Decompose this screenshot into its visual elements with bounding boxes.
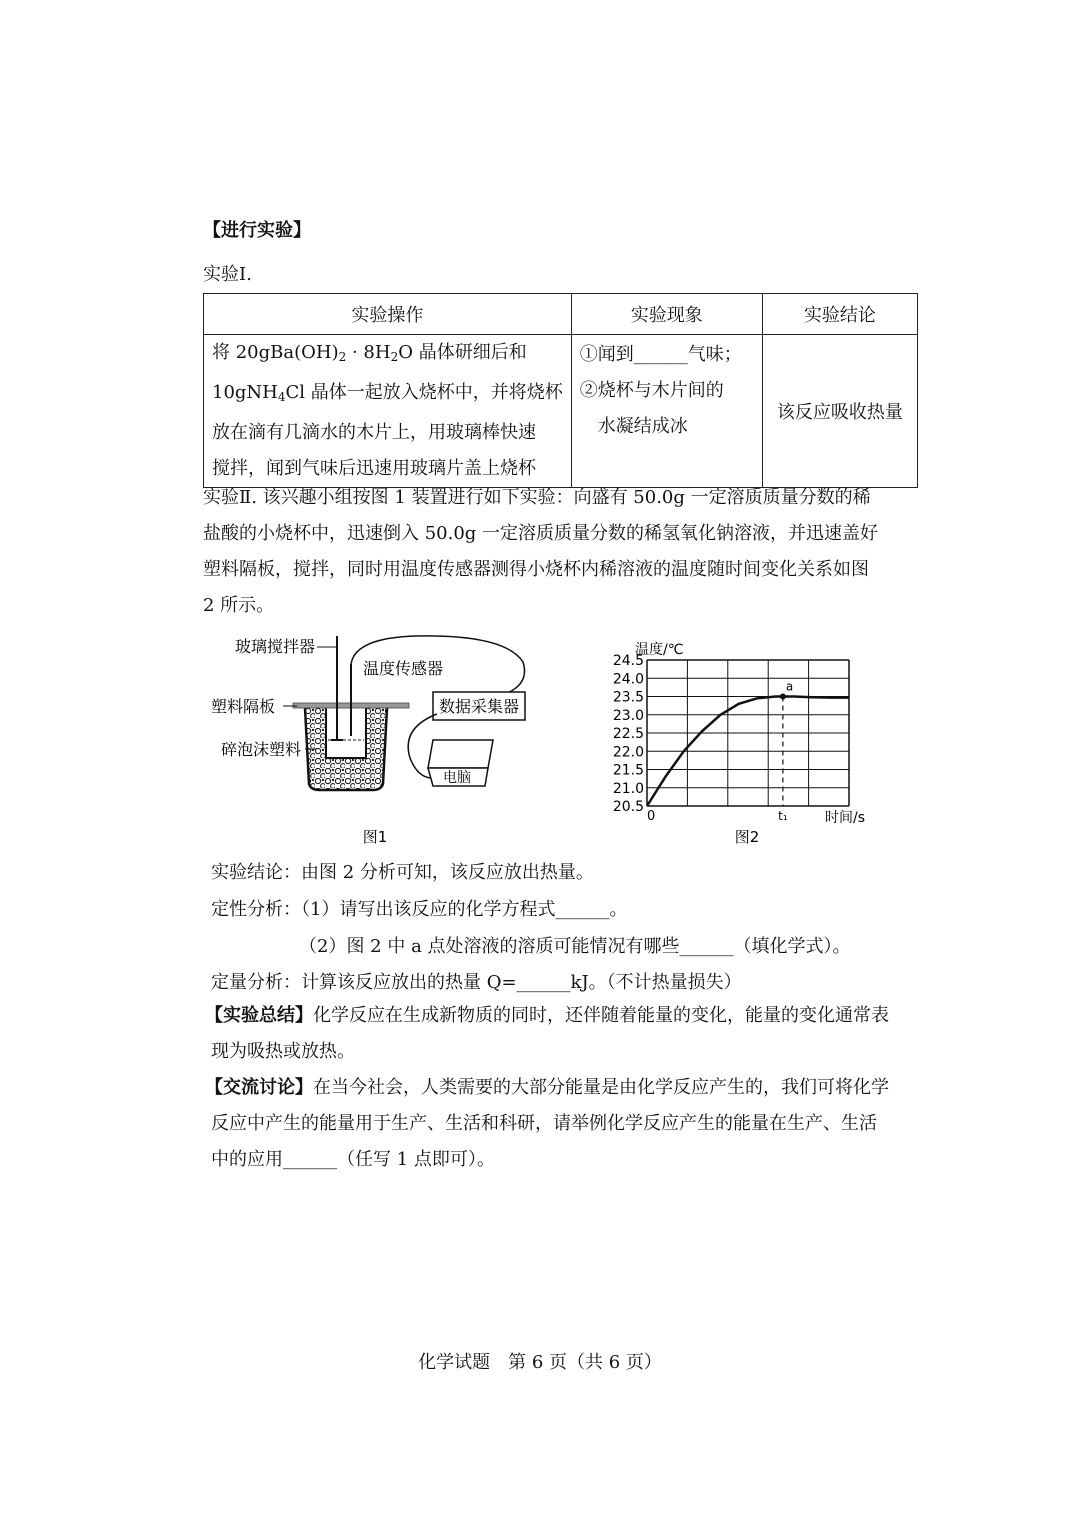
chart-point-a-label: a <box>785 679 794 694</box>
chart-y-tick-label: 24.5 <box>612 653 644 669</box>
figure2-chart <box>605 630 885 852</box>
chart-x-t1-label: t₁ <box>778 809 788 823</box>
computer-screen <box>428 740 493 768</box>
chart-y-tick-label: 22.5 <box>612 726 644 742</box>
inner-beaker <box>326 706 366 758</box>
discussion-paragraph: 【交流讨论】在当今社会，人类需要的大部分能量是由化学反应产生的，我们可将化学 反应中产生的能量用于生产、生活和科研，请举例化学反应产生的能量在生产、生活 中的应用______（任写 1 点即可）。 <box>205 1077 889 1170</box>
summary-label: 【实验总结】 <box>205 1005 313 1026</box>
quantitative-analysis: 定量分析：计算该反应放出的热量 Q=______kJ。（不计热量损失） <box>211 972 742 993</box>
chart-y-tick-label: 24.0 <box>612 671 644 688</box>
svg-text:图1: 图1 <box>362 828 388 846</box>
table-header-phenomenon: 实验现象 <box>571 294 762 335</box>
discussion-label: 【交流讨论】 <box>205 1077 313 1098</box>
qualitative-analysis-2: （2）图 2 中 a 点处溶液的溶质可能情况有哪些______（填化学式）。 <box>299 936 851 957</box>
svg-text:塑料隔板: 塑料隔板 <box>211 697 276 716</box>
figure1-apparatus <box>205 628 545 850</box>
table-cell-operation: 将 $20gBa(OH)_2 \cdot 8H_2O$ 晶体研细后和 10gNH$_4$Cl 晶体一起放入烧杯中，并将烧杯 放在滴有几滴水的木片上，用玻璃棒快速 搅拌，闻到气味后迅速用玻璃片盖上烧杯 <box>204 335 572 488</box>
chart-y-tick-label: 21.5 <box>612 762 644 779</box>
chart-y-tick-label: 22.0 <box>612 744 644 761</box>
qualitative-analysis-1: 定性分析：（1）请写出该反应的化学方程式______。 <box>211 899 628 920</box>
table-cell-conclusion: 该反应吸收热量 <box>762 335 917 488</box>
experiment-table <box>203 293 918 488</box>
svg-text:玻璃搅拌器: 玻璃搅拌器 <box>235 637 316 656</box>
exp1-label: 实验Ⅰ. <box>203 264 252 285</box>
table-header-conclusion: 实验结论 <box>762 294 917 335</box>
chart-y-tick-label: 20.5 <box>612 799 644 815</box>
chart-point-a <box>780 694 786 700</box>
page-footer: 化学试题 第 6 页（共 6 页） <box>418 1352 662 1373</box>
svg-text:数据采集器: 数据采集器 <box>438 697 520 716</box>
chart-y-tick-label: 21.0 <box>612 780 644 797</box>
summary-paragraph: 【实验总结】化学反应在生成新物质的同时，还伴随着能量的变化，能量的变化通常表 现为吸热或放热。 <box>205 1005 889 1062</box>
table-cell-phenomenon: ①闻到______气味； ②烧杯与木片间的 水凝结成冰 <box>571 335 762 488</box>
conclusion-line: 实验结论：由图 2 分析可知，该反应放出热量。 <box>211 862 594 883</box>
chart-y-tick-label: 23.5 <box>612 689 644 706</box>
table-header-operation: 实验操作 <box>204 294 572 335</box>
svg-text:碎泡沫塑料: 碎泡沫塑料 <box>221 740 302 759</box>
chart-grid <box>647 660 849 806</box>
chart-y-ticks <box>613 653 644 815</box>
chart-x-origin-label: 0 <box>647 809 656 824</box>
exp2-paragraph: 实验Ⅱ. 该兴趣小组按图 1 装置进行如下实验：向盛有 50.0g 一定溶质质量分数的稀 盐酸的小烧杯中，迅速倒入 50.0g 一定溶质质量分数的稀氢氧化钠溶液，并迅速盖好 塑料隔板，搅拌，同时用温度传感器测得小烧杯内稀溶液的温度随时间变化关系如图 2 所示。 <box>203 487 879 616</box>
svg-text:电脑: 电脑 <box>443 770 471 786</box>
svg-text:温度传感器: 温度传感器 <box>363 659 444 678</box>
chart-y-tick-label: 23.0 <box>612 707 644 724</box>
figure2-caption: 图2 <box>734 828 760 846</box>
chart-x-axis-label: 时间/s <box>825 810 866 826</box>
section-heading: 【进行实验】 <box>203 220 311 241</box>
chart-y-axis-label: 温度/℃ <box>635 642 684 658</box>
